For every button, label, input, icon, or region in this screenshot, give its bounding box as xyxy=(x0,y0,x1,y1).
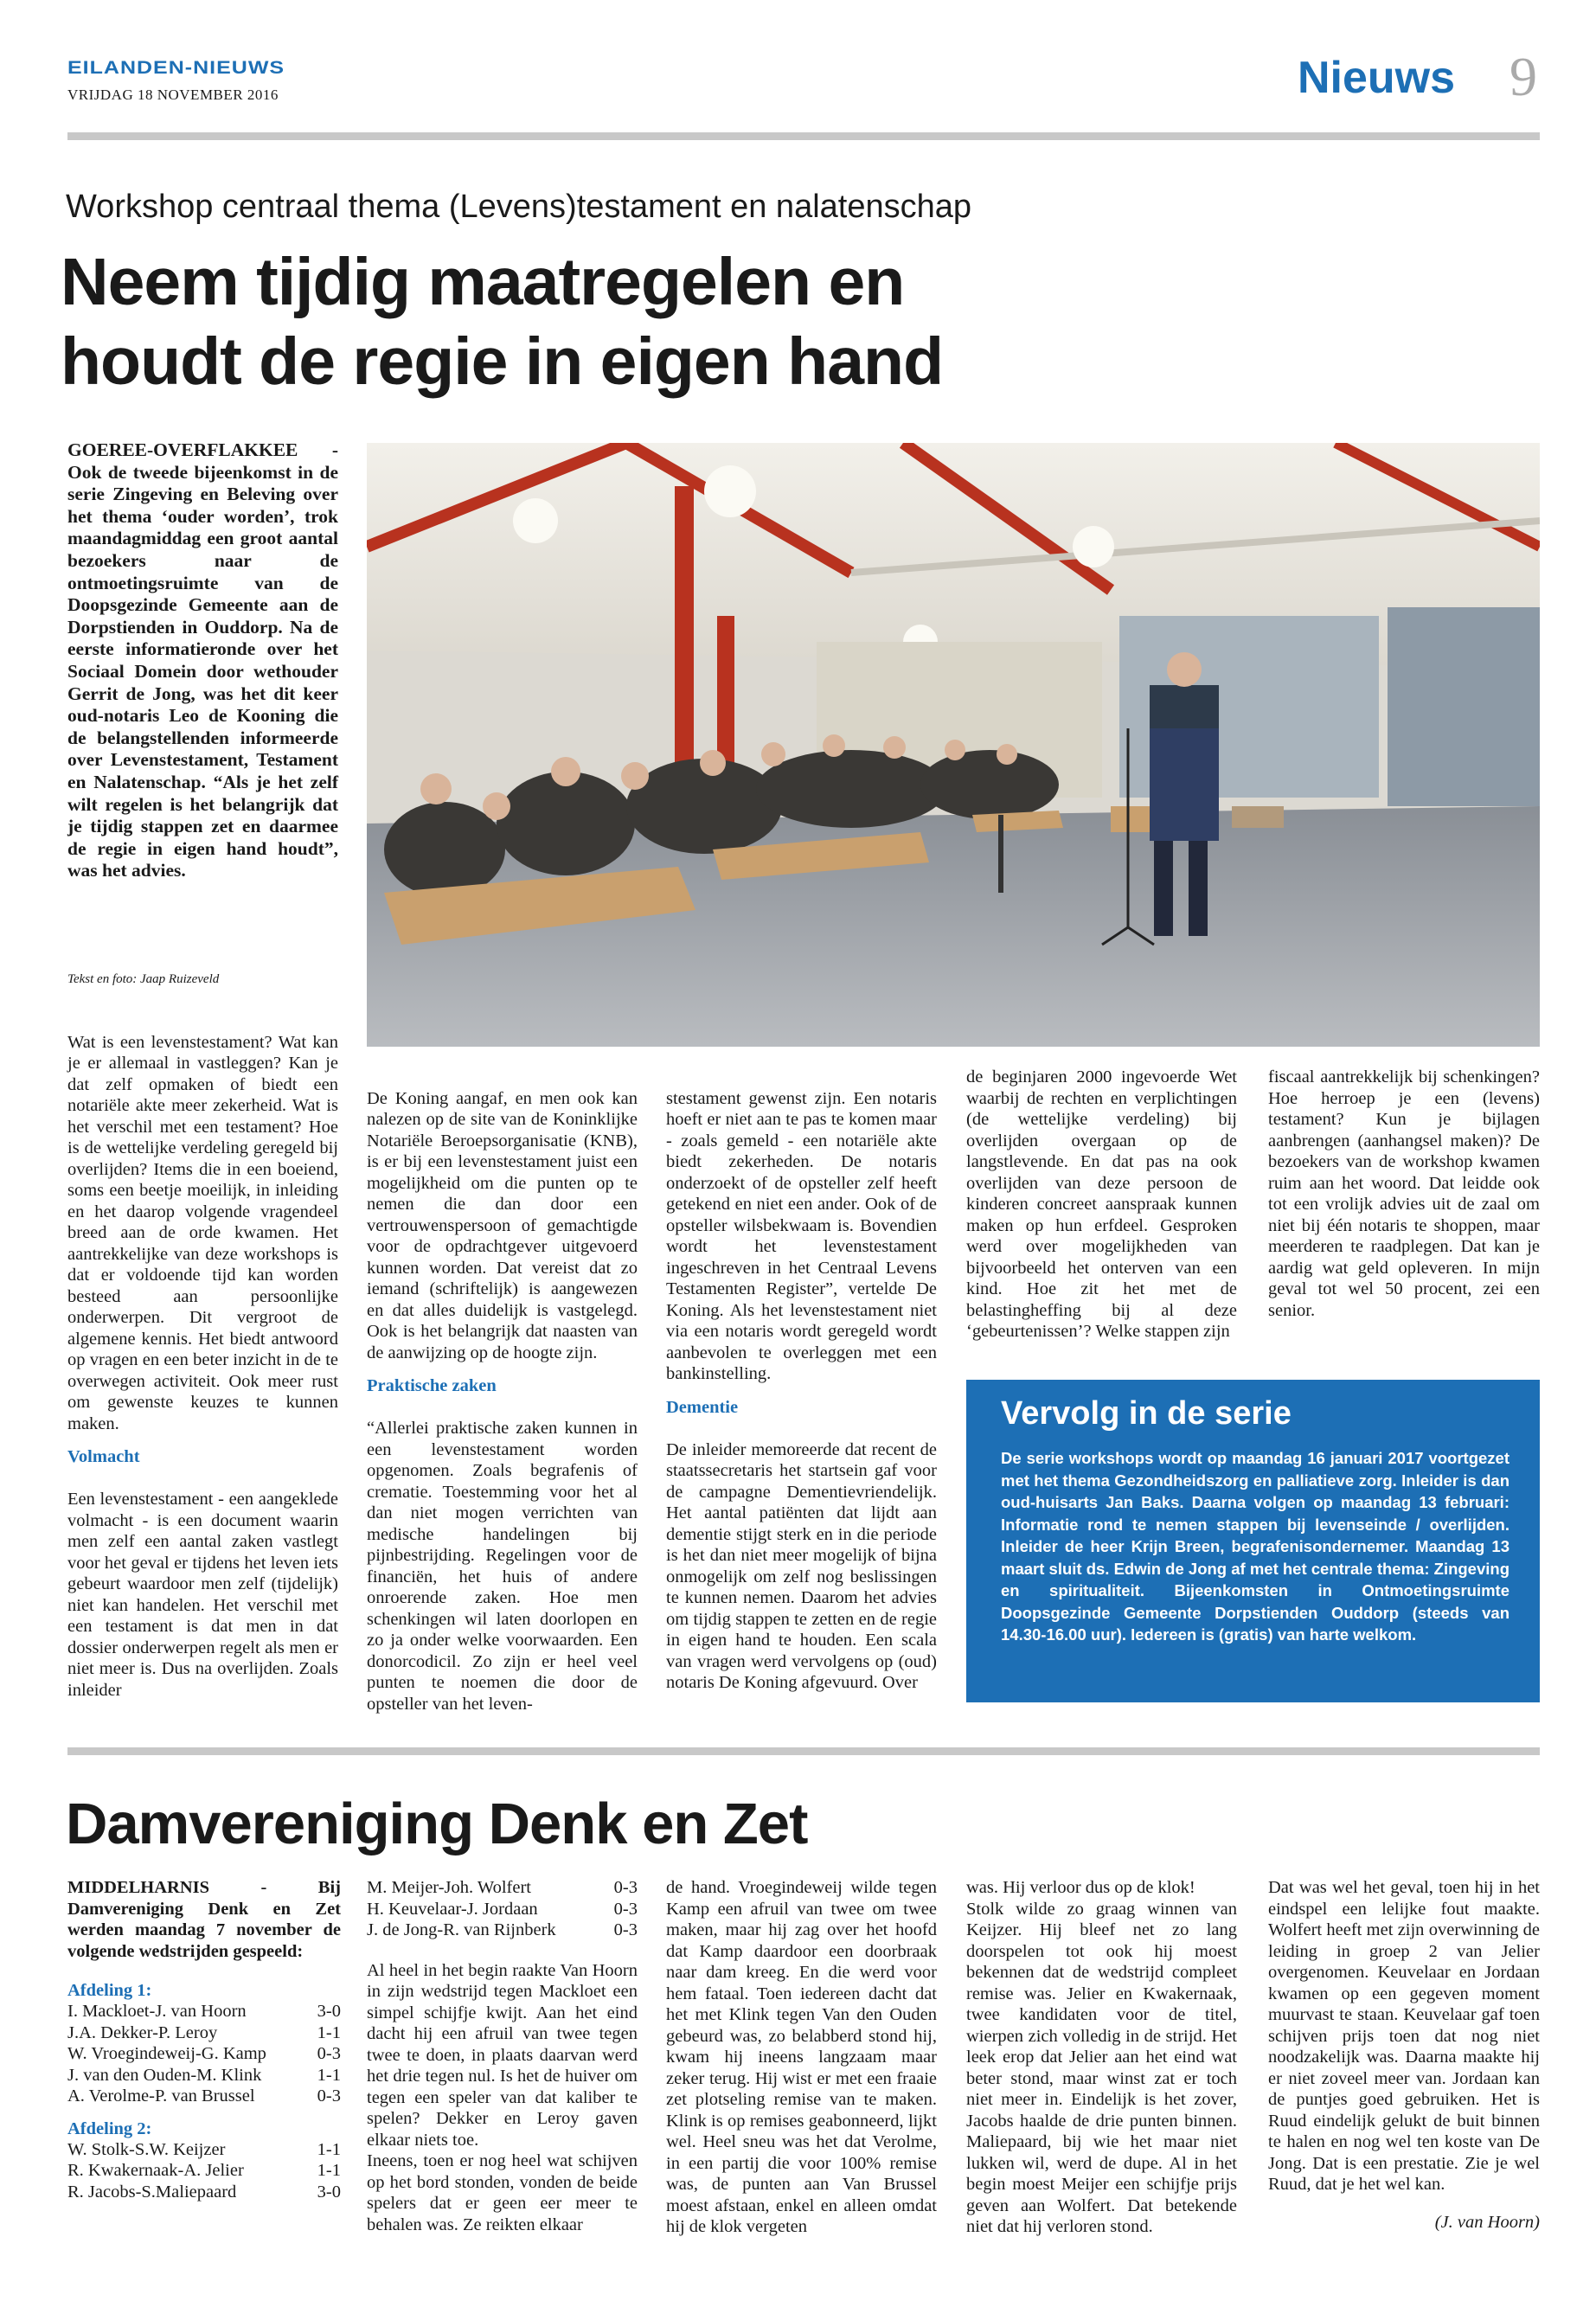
afdeling-2-label: Afdeling 2: xyxy=(67,2118,152,2138)
result-match: A. Verolme-P. van Brussel xyxy=(67,2086,255,2106)
article-column-1 xyxy=(67,1010,338,1701)
result-row xyxy=(67,2001,341,2022)
subhead-dementie: Dementie xyxy=(666,1397,739,1417)
article2-column-4: was. Hij verloor dus op de klok! Stolk wilde zo graag winnen van Keijzer. Hij bleef net zo lang doorspelen tot ook hij moest bekennen dat de wedstrijd compleet remise was. Jelier en Kwakernaak, twee kandidaten voor de titel, wierpen zich volledig in de strijd. Het leek erop dat Jelier aan het eind wat beter stond, maar winst zat er toch niet meer in. Eindelijk is het zover, Jacobs haalde de drie punten binnen. Maliepaard, bij wie het maar niet lukken wil, werd de dupe. Al in het begin moest Meijer een schijfje prijs geven aan Wolfert. Dat betekende niet dat hij verloren stond. xyxy=(966,1878,1237,2236)
result-row xyxy=(367,1920,638,1941)
column-1-text-b: Een levenstestament - een aangeklede volmacht - is een document waarin men zelf een aantal zaken vastlegt voor het geval er tijdens het leven iets gebeurt waardoor men zelf (tijdelijk) niet kan handelen. Het verschil met een testament is dat men in dat dossier onderwerpen regelt als men er niet meer is. Dus na overlijden. Zoals inleider xyxy=(67,1490,338,1700)
result-score: 0-3 xyxy=(613,1899,638,1919)
article2-column-2-text: Al heel in het begin raakte Van Hoorn in zijn wedstrijd tegen Mackloet een simpel schijfje kwijt. Aan het eind dacht hij een afruil van twee tegen twee te doen, in plaats daarvan werd het drie tegen nul. Is het de huiver om tegen een speler van dat kaliber te spelen? Dekker en Leroy gaven elkaar niets toe. Ineens, toen er nog heel wat schijven op het bord stonden, vonden de beide spelers dat er geen eer meer te behalen was. Ze reikten elkaar xyxy=(367,1960,638,2234)
article-kicker: Workshop centraal thema (Levens)testament en nalatenschap xyxy=(66,189,972,225)
result-score: 3-0 xyxy=(317,2002,341,2021)
article2-column-3: de hand. Vroegindeweij wilde tegen Kamp een afruil van twee om twee maken, maar hij zag over het hoofd dat Kamp daardoor een doorbraak naar dam kreeg. En die werd voor hem fataal. Toen iedereen dacht dat het met Klink tegen Van den Ouden gebeurd was, zo belabberd stond hij, kwam hij ineens langzaam maar zeker terug. Hij wist er met een fraaie zet plotseling remise van te maken. Klink is op remises geabonneerd, lijkt wel. Heel sneu was het dat Verolme, in een partij die voor 100% remise was, de punten aan Van Brussel moest afstaan, enkel en alleen omdat hij de klok vergeten xyxy=(666,1878,937,2236)
result-row xyxy=(67,2139,341,2161)
result-match: R. Kwakernaak-A. Jelier xyxy=(67,2161,244,2180)
article-column-5: fiscaal aantrekkelijk bij schenkingen? Hoe herroep je een (levens) testament? Kun je bijlagen aanbrengen (aanhangsel maken)? De bezoekers van de workshop kwamen ruim aan het woord. Dat leidde ook tot een vrolijk advies uit de zaal om niet bij één notaris te shoppen, maar meerderen te raadplegen. Dat kan je aardig wat geld opleveren. In mijn geval tot wel 50 procent, zei een senior. xyxy=(1268,1067,1540,1320)
article2-column-2 xyxy=(367,1877,638,2235)
result-match: R. Jacobs-S.Maliepaard xyxy=(67,2182,237,2202)
subhead-praktisch: Praktische zaken xyxy=(367,1376,497,1395)
result-score: 0-3 xyxy=(613,1920,638,1939)
page-number: 9 xyxy=(1509,46,1537,107)
result-row xyxy=(67,2160,341,2182)
result-score: 3-0 xyxy=(317,2182,341,2202)
result-row xyxy=(367,1877,638,1899)
info-box-title: Vervolg in de serie xyxy=(1001,1395,1292,1432)
issue-date: VRIJDAG 18 NOVEMBER 2016 xyxy=(67,87,279,103)
column-2-text-b: “Allerlei praktische zaken kunnen in een levenstestament worden opgenomen. Zoals begrafenis of crematie. Toestemming voor het al dan niet mogen verrichten van medische handelingen bij pijnbestrijding. Regelingen voor de financiën, het huis of andere onroerende zaken. Hoe men schenkingen wil laten doorlopen en zo ja onder welke voorwaarden. Een donorcodicil. Zo zijn er heel veel punten te noemen die door de opsteller van het leven- xyxy=(367,1419,638,1714)
result-row xyxy=(367,1899,638,1920)
photo-credit: Tekst en foto: Jaap Ruizeveld xyxy=(67,972,220,986)
result-score: 1-1 xyxy=(317,2022,341,2042)
article2-lead: MIDDELHARNIS - Bij Damvereniging Denk en Zet werden maandag 7 november de volgende wedstrijden gespeeld: xyxy=(67,1878,341,1961)
result-match: I. Mackloet-J. van Hoorn xyxy=(67,2002,247,2021)
result-row xyxy=(67,2182,341,2203)
result-match: J. van den Ouden-M. Klink xyxy=(67,2065,262,2085)
column-2-text-a: De Koning aangaf, en men ook kan nalezen op de site van de Koninklijke Notariële Beroepsorganisatie (KNB), is er bij een levenstestament juist een mogelijkheid om die punten op te nemen die dan door een vertrouwenspersoon of gemachtigde voor de opdrachtgever uitgevoerd kunnen worden. Dat vereist dat zo iemand (schriftelijk) is aangewezen en dat alles duidelijk is vastgelegd. Ook is het belangrijk dat naasten van de aanwijzing op de hoogte zijn. xyxy=(367,1088,638,1362)
headline-line-1: Neem tijdig maatregelen en xyxy=(61,245,905,319)
result-match: M. Meijer-Joh. Wolfert xyxy=(367,1878,531,1897)
result-match: J. de Jong-R. van Rijnberk xyxy=(367,1920,556,1939)
result-score: 0-3 xyxy=(317,2044,341,2063)
afdeling-1-label: Afdeling 1: xyxy=(67,1981,152,2000)
headline-line-2: houdt de regie in eigen hand xyxy=(61,324,944,399)
section-label: Nieuws xyxy=(1298,53,1456,103)
section-rule xyxy=(67,1747,1540,1755)
article-column-2 xyxy=(367,1067,638,1715)
result-match: W. Vroegindeweij-G. Kamp xyxy=(67,2044,266,2063)
result-match: H. Keuvelaar-J. Jordaan xyxy=(367,1899,538,1919)
article2-column-5 xyxy=(1268,1877,1540,2233)
article-column-3 xyxy=(666,1067,937,1694)
author-signature: (J. van Hoorn) xyxy=(1434,2212,1540,2232)
article-headline xyxy=(61,242,943,401)
result-score: 0-3 xyxy=(613,1878,638,1897)
article-photo xyxy=(367,443,1540,1047)
result-score: 1-1 xyxy=(317,2065,341,2085)
publication-logo: EILANDEN-NIEUWS xyxy=(67,57,285,78)
top-rule xyxy=(67,132,1540,140)
article-lead: GOEREE-OVERFLAKKEE - Ook de tweede bijeenkomst in de serie Zingeving en Beleving over het thema ‘ouder worden’, trok maandagmiddag een groot aantal bezoekers naar de ontmoetingsruimte van de Doopsgezinde Gemeente aan de Dorpstienden in Ouddorp. Na de eerste informatieronde over het Sociaal Domein door wethouder Gerrit de Jong, was het dit keer oud-notaris Leo de Kooning die de belangstellenden informeerde over Levenstestament, Testament en Nalatenschap. “Als je het zelf wilt regelen is het belangrijk dat je tijdig stappen zet en daarmee de regie in eigen hand houdt”, was het advies. xyxy=(67,439,338,881)
result-row xyxy=(67,2086,341,2107)
column-1-text-a: Wat is een levenstestament? Wat kan je er allemaal in vastleggen? Kan je dat zelf opmaken of biedt een notariële akte meer zekerheid. Wat is het verschil met een testament? Hoe is de wettelijke verdeling geregeld bij overlijden? Items die in een boeiend, soms een beetje moeilijk, in inleiding en het daarop volgende vragendeel breed aan de orde kwamen. Het aantrekkelijke van deze workshops is dat er voldoende tijd kan worden besteed aan persoonlijke onderwerpen. Dit vergroot de algemene kennis. Het biedt antwoord op vragen en een beter inzicht in de te overwegen activiteit. Ook meer rust om gewenste keuzes te kunnen maken. xyxy=(67,1032,338,1433)
result-row xyxy=(67,2022,341,2044)
afdeling-1-results xyxy=(67,2001,341,2107)
column-3-text-b: De inleider memoreerde dat recent de staatssecretaris het startsein gaf voor de campagne Dementievriendelijk. Het aantal patiënten dat lijdt aan dementie stijgt sterk en in die periode is het dan niet meer mogelijk of bijna onmogelijk om zelf nog beslissingen te kunnen nemen. Daarom het advies om tijdig stappen te zetten en de regie in eigen hand te houden. Een scala van vragen werd vervolgens op (oud) notaris De Koning afgevuurd. Over xyxy=(666,1439,937,1692)
results-column xyxy=(67,1877,341,2202)
info-box-body: De serie workshops wordt op maandag 16 januari 2017 voortgezet met het thema Gezondheidszorg en palliatieve zorg. Inleider is dan oud-huisarts Jan Baks. Daarna volgen op maandag 13 februari: Informatie rond te nemen stappen bij levenseinde / overlijden. Inleider de heer Krijn Breen, begrafenisondernemer. Maandag 13 maart sluit ds. Edwin de Jong af met het centrale thema: Zingeving en spiritualiteit. Bijeenkomsten in Ontmoetingsruimte Doopsgezinde Gemeente Dorpstienden Ouddorp (steeds van 14.30-16.00 uur). Iedereen is (gratis) van harte welkom. xyxy=(1001,1449,1509,1644)
result-match: J.A. Dekker-P. Leroy xyxy=(67,2022,218,2042)
subhead-volmacht: Volmacht xyxy=(67,1447,140,1466)
result-row xyxy=(67,2065,341,2086)
result-match: W. Stolk-S.W. Keijzer xyxy=(67,2139,226,2159)
info-box xyxy=(966,1380,1540,1702)
afdeling-2-results-continued xyxy=(367,1877,638,1941)
afdeling-2-results xyxy=(67,2139,341,2203)
article-column-4: de beginjaren 2000 ingevoerde Wet waarbij de rechten en verplichtingen (de wettelijke verdeling) bij overlijden overgaan op de langstlevende. En dat pas na ook overlijden van deze persoon de kinderen concreet aanspraak kunnen maken op hun erfdeel. Gesproken werd over mogelijkheden van bijvoorbeeld het onterven van een kind. Hoe zit het met de belastingheffing bij al deze ‘gebeurtenissen’? Welke stappen zijn xyxy=(966,1067,1237,1341)
result-score: 1-1 xyxy=(317,2161,341,2180)
article2-headline: Damvereniging Denk en Zet xyxy=(66,1791,808,1856)
result-row xyxy=(67,2043,341,2065)
result-score: 0-3 xyxy=(317,2086,341,2106)
article2-column-5-text: Dat was wel het geval, toen hij in het eindspel een lelijke fout maakte. Wolfert heeft met zijn overwinning de leiding in groep 2 van Jelier overgenomen. Keuvelaar en Jordaan kwamen op een gegeven moment muurvast te staan. Keuvelaar gaf toen schijven prijs toen dat nog niet noodzakelijk was. Daarna maakte hij er niet zoveel meer van. Jordaan kan de puntjes goed gebruiken. Het is Ruud eindelijk gelukt de buit binnen te halen en nog wel ten koste van De Jong. Dat is een prestatie. Zie je wel Ruud, dat je het wel kan. xyxy=(1268,1878,1540,2194)
column-3-text-a: stestament gewenst zijn. Een notaris hoeft er niet aan te pas te komen maar - zoals gemeld - een notariële akte biedt zekerheden. De notaris onderzoekt of de opsteller zelf heeft getekend en niet een ander. Ook of de opsteller wilsbekwaam is. Bovendien wordt het levenstestament ingeschreven in het Centraal Levens Testamenten Register”, vertelde De Koning. Als het levenstestament niet via een notaris wordt geregeld wordt aanbevolen te overleggen met een bankinstelling. xyxy=(666,1088,937,1383)
result-score: 1-1 xyxy=(317,2139,341,2159)
